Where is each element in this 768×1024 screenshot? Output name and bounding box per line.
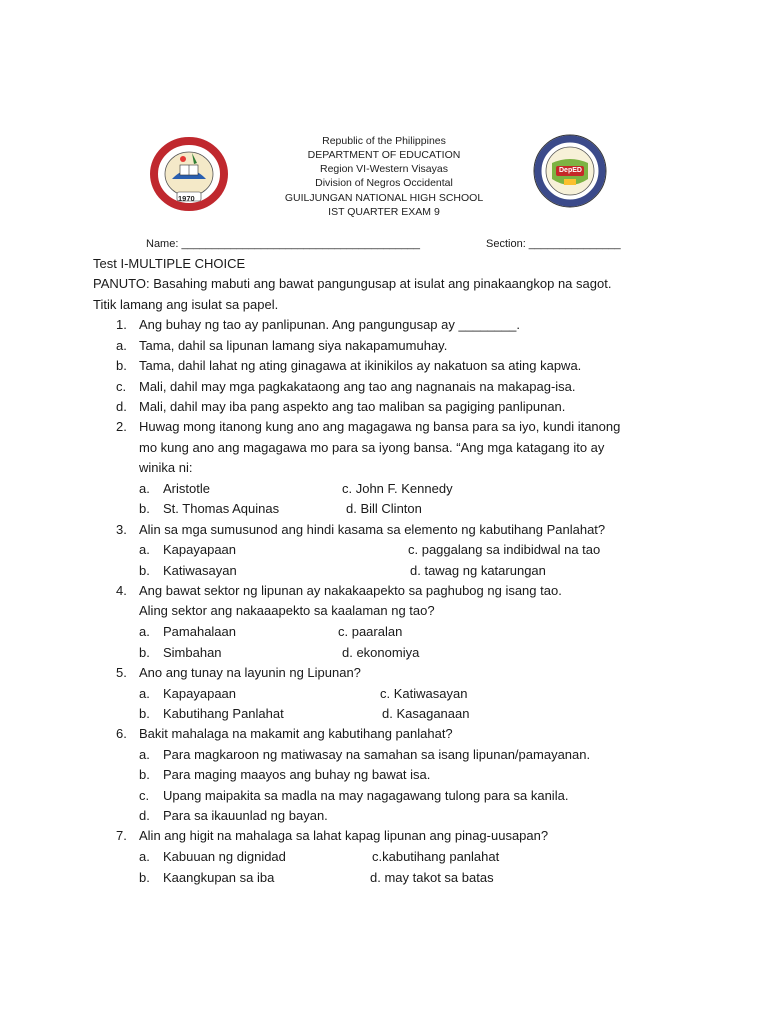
- question-text: Ang bawat sektor ng lipunan ay nakakaapekto sa paghubog ng isang tao.: [139, 583, 562, 598]
- instructions-line-1: PANUTO: Basahing mabuti ang bawat pangungusap at isulat ang pinakaangkop na sagot.: [93, 276, 612, 291]
- option-letter: a.: [116, 338, 127, 353]
- header-line-6: IST QUARTER EXAM 9: [328, 206, 440, 218]
- option-text: St. Thomas Aquinas: [163, 501, 280, 516]
- question-text: Ano ang tunay na layunin ng Lipunan?: [139, 665, 361, 680]
- header-line-1: Republic of the Philippines: [322, 135, 446, 147]
- option-letter: b.: [139, 767, 150, 782]
- division-logo-badge: DepED: [559, 167, 582, 174]
- option-letter: b.: [116, 358, 127, 373]
- option-text: Para maging maayos ang buhay ng bawat isa.: [163, 767, 431, 782]
- option-letter: a.: [139, 481, 150, 496]
- option-text: Katiwasayan: [163, 563, 237, 578]
- option-text: Kaangkupan sa iba: [163, 870, 275, 885]
- option-text: Tama, dahil sa lipunan lamang siya nakapamumuhay.: [139, 338, 448, 353]
- option-letter: b.: [139, 645, 150, 660]
- option-text: d. Kasaganaan: [382, 706, 470, 721]
- question-number: 1.: [116, 317, 127, 332]
- option-text: Kapayapaan: [163, 542, 237, 557]
- option-letter: c.: [116, 379, 127, 394]
- header-line-3: Region VI-Western Visayas: [319, 163, 448, 175]
- question-text: Aling sektor ang nakaaapekto sa kaalaman ng tao?: [139, 603, 435, 618]
- option-text: Mali, dahil may iba pang aspekto ang tao maliban sa pagiging panlipunan.: [139, 399, 566, 414]
- option-text: d. may takot sa batas: [370, 870, 494, 885]
- name-field: Name: _______________________________________: [146, 238, 421, 250]
- option-text: Para sa ikauunlad ng bayan.: [163, 808, 328, 823]
- question-number: 4.: [116, 583, 127, 598]
- option-text: c. Katiwasayan: [380, 686, 468, 701]
- question-text: Bakit mahalaga na makamit ang kabutihang panlahat?: [139, 726, 453, 741]
- question-text: Ang buhay ng tao ay panlipunan. Ang pangungusap ay ________.: [139, 317, 520, 332]
- option-letter: b.: [139, 501, 150, 516]
- option-text: Tama, dahil lahat ng ating ginagawa at ikinikilos ay nakatuon sa ating kapwa.: [139, 358, 582, 373]
- option-text: Kabuuan ng dignidad: [163, 849, 286, 864]
- option-text: Kabutihang Panlahat: [163, 706, 284, 721]
- option-letter: b.: [139, 563, 150, 578]
- header-line-4: Division of Negros Occidental: [315, 177, 453, 189]
- option-letter: a.: [139, 849, 150, 864]
- instructions-line-2: Titik lamang ang isulat sa papel.: [93, 297, 279, 312]
- option-text: c. paaralan: [338, 624, 403, 639]
- option-letter: d.: [139, 808, 150, 823]
- question-number: 5.: [116, 665, 127, 680]
- option-text: Aristotle: [163, 481, 210, 496]
- option-text: d. tawag ng katarungan: [410, 563, 546, 578]
- option-text: Mali, dahil may mga pagkakataong ang tao ang nagnanais na makapag-isa.: [139, 379, 576, 394]
- header-line-2: DEPARTMENT OF EDUCATION: [307, 149, 461, 161]
- test-title: Test I-MULTIPLE CHOICE: [93, 256, 246, 271]
- option-letter: b.: [139, 870, 150, 885]
- option-text: c. John F. Kennedy: [342, 481, 453, 496]
- option-letter: a.: [139, 624, 150, 639]
- question-number: 3.: [116, 522, 127, 537]
- question-text: Alin sa mga sumusunod ang hindi kasama sa elemento ng kabutihang Panlahat?: [139, 522, 606, 537]
- section-field: Section: _______________: [486, 238, 621, 250]
- option-letter: a.: [139, 542, 150, 557]
- option-letter: a.: [139, 686, 150, 701]
- question-number: 6.: [116, 726, 127, 741]
- option-text: Pamahalaan: [163, 624, 236, 639]
- option-text: d. ekonomiya: [342, 645, 420, 660]
- option-text: Para magkaroon ng matiwasay na samahan sa isang lipunan/pamayanan.: [163, 747, 591, 762]
- option-text: c.kabutihang panlahat: [372, 849, 500, 864]
- option-letter: a.: [139, 747, 150, 762]
- option-text: Kapayapaan: [163, 686, 237, 701]
- option-letter: c.: [139, 788, 150, 803]
- option-text: Simbahan: [163, 645, 222, 660]
- school-logo-year: 1970: [178, 194, 195, 203]
- question-number: 7.: [116, 828, 127, 843]
- option-letter: b.: [139, 706, 150, 721]
- question-text: Huwag mong itanong kung ano ang magagawa ng bansa para sa iyo, kundi itanong: [139, 419, 621, 434]
- question-text: Alin ang higit na mahalaga sa lahat kapag lipunan ang pinag-uusapan?: [139, 828, 549, 843]
- option-letter: d.: [116, 399, 127, 414]
- option-text: Upang maipakita sa madla na may nagagawang tulong para sa kanila.: [163, 788, 569, 803]
- question-text: winika ni:: [139, 460, 193, 475]
- option-text: c. paggalang sa indibidwal na tao: [408, 542, 601, 557]
- header-line-5: GUILJUNGAN NATIONAL HIGH SCHOOL: [284, 192, 484, 204]
- question-number: 2.: [116, 419, 127, 434]
- option-text: d. Bill Clinton: [346, 501, 422, 516]
- question-text: mo kung ano ang magagawa mo para sa iyong bansa. “Ang mga katagang ito ay: [139, 440, 605, 455]
